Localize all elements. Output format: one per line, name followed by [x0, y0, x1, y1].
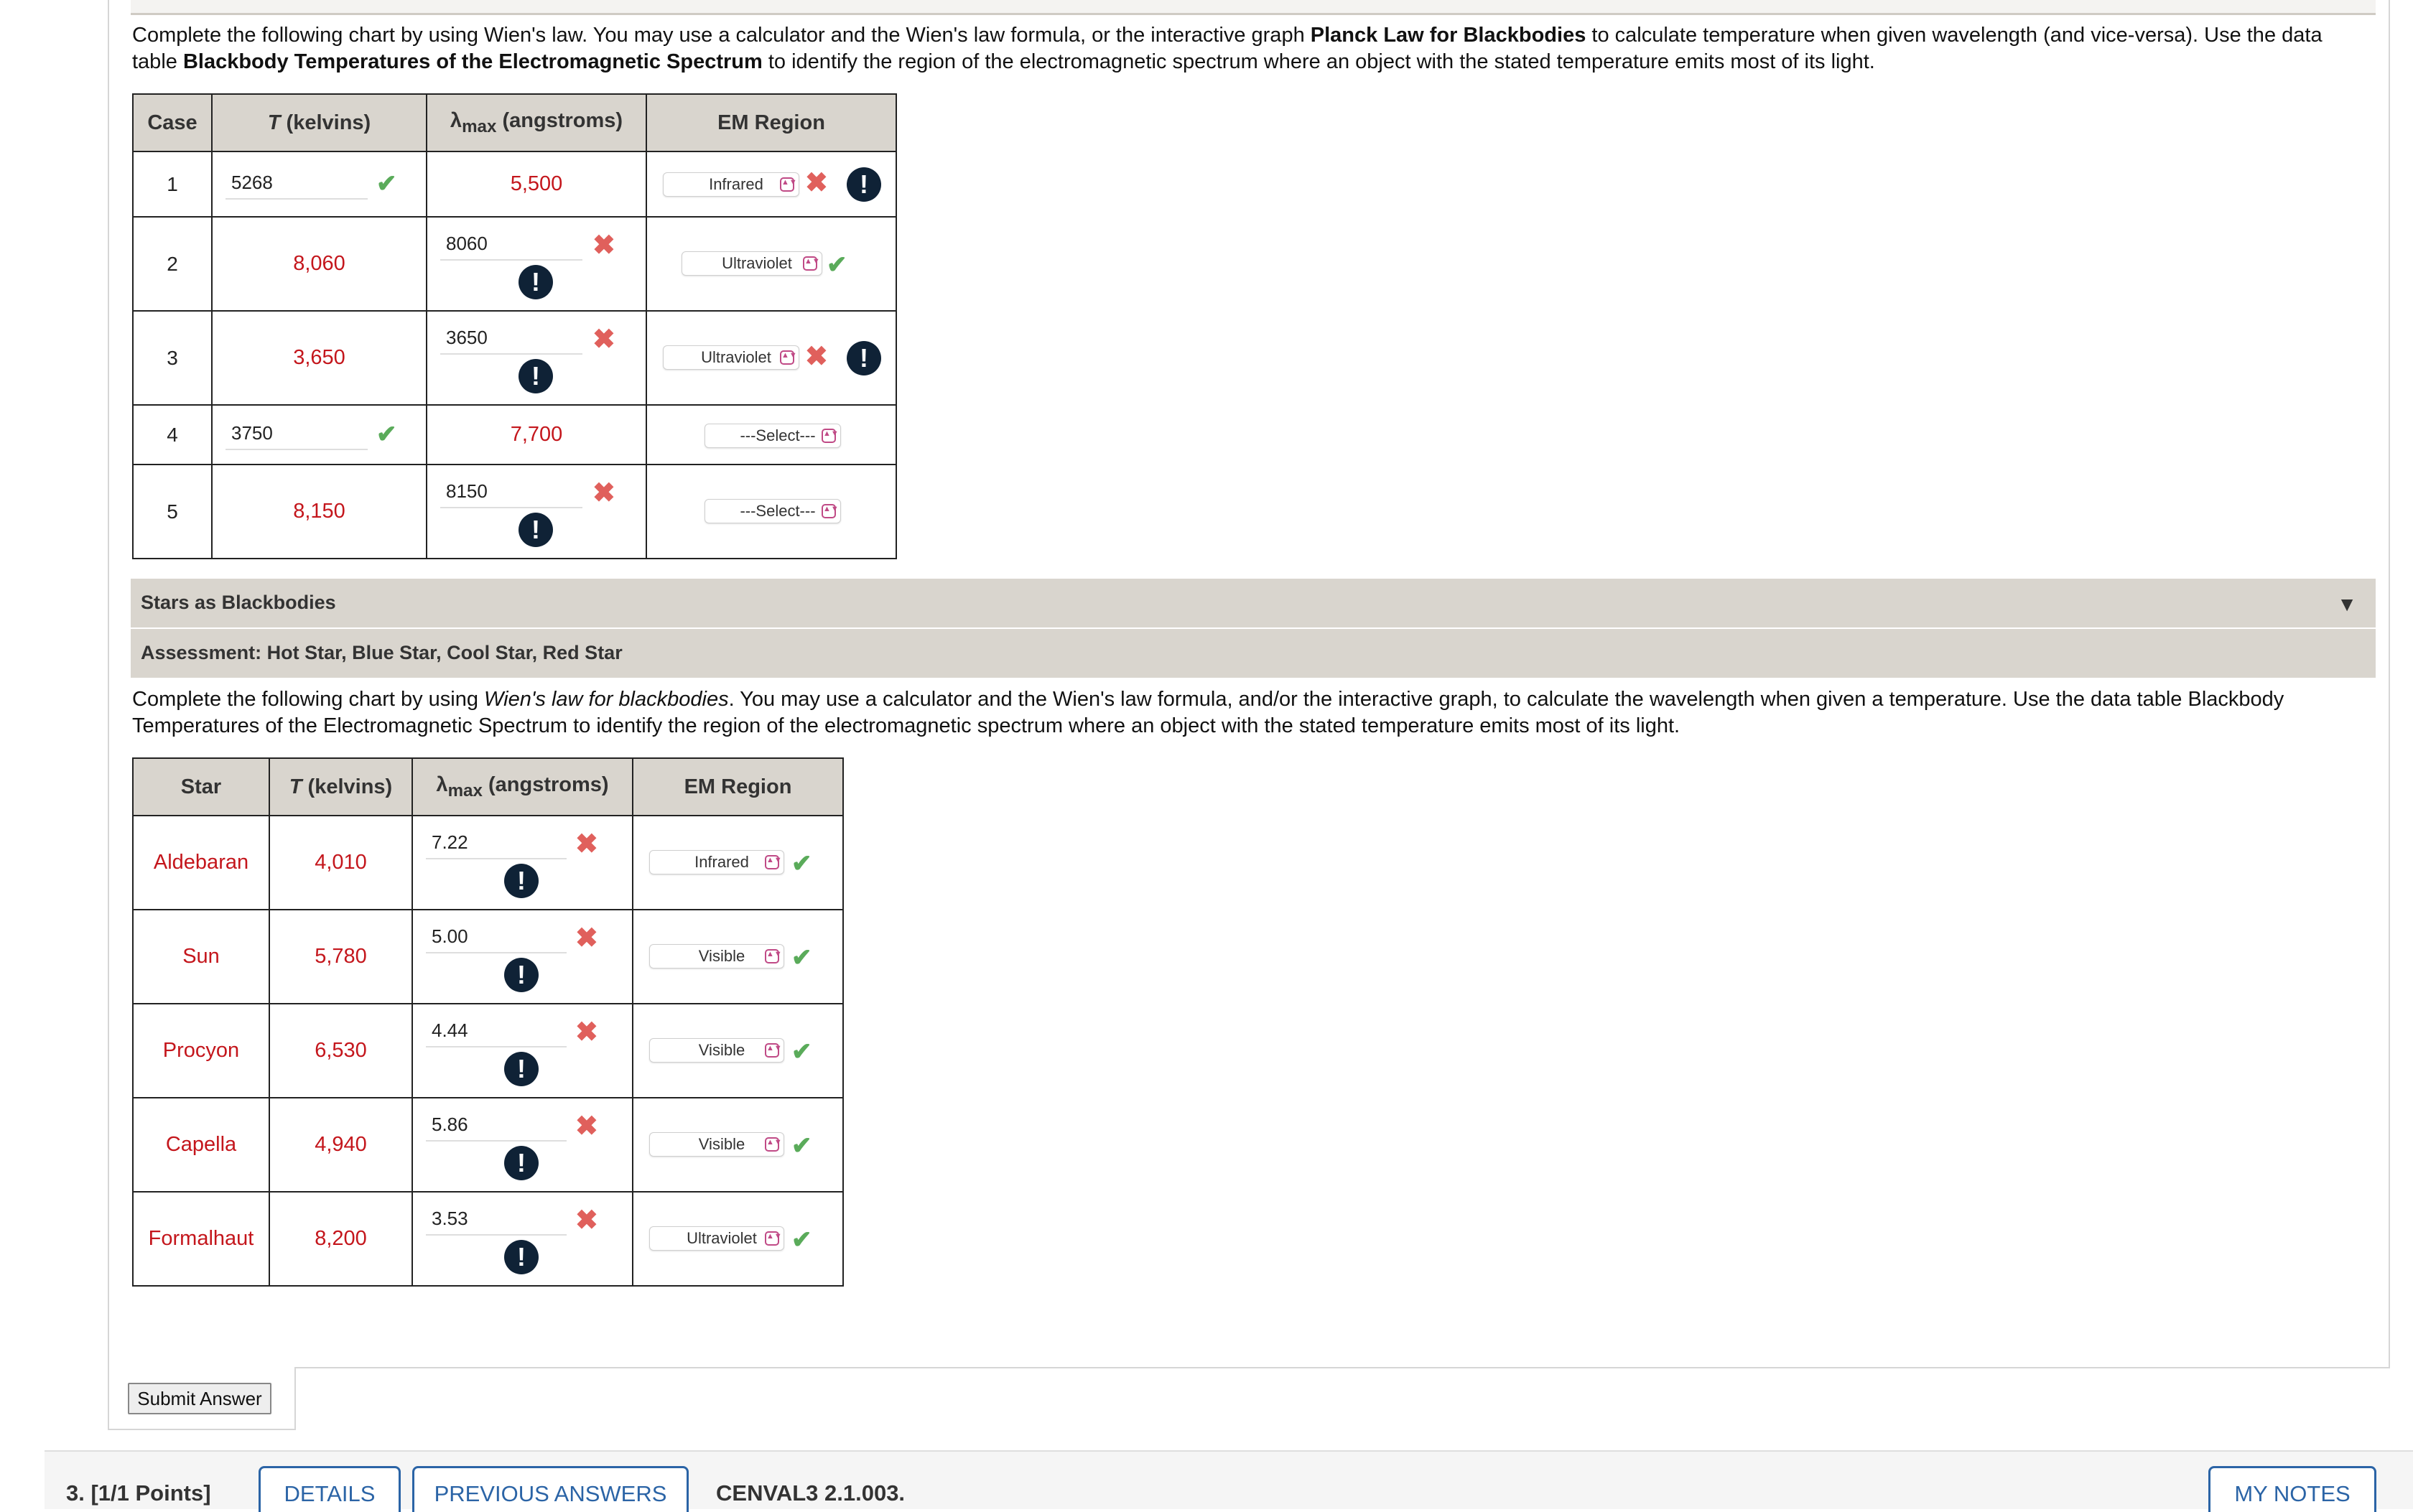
em-region-selected: Ultraviolet	[687, 1229, 757, 1247]
feedback-alert-icon[interactable]: !	[504, 1240, 539, 1274]
correct-check-icon: ✔	[791, 1226, 812, 1254]
lambda-input[interactable]	[440, 475, 582, 508]
lambda-input[interactable]	[440, 228, 582, 261]
lambda-value: 5,500	[427, 151, 646, 217]
lambda-cell	[412, 910, 633, 1004]
incorrect-x-icon: ✖	[575, 1205, 598, 1236]
next-question-header	[45, 1450, 2413, 1509]
stars-table	[132, 757, 844, 1287]
em-region-selected: Visible	[698, 947, 745, 965]
table-row	[133, 151, 896, 217]
feedback-alert-icon[interactable]: !	[847, 167, 881, 202]
incorrect-x-icon: ✖	[575, 923, 598, 953]
em-region-select[interactable]	[649, 944, 784, 969]
lambda-cell	[412, 1004, 633, 1098]
wiens-law-term: Wien's law for blackbodies	[484, 688, 729, 711]
header-temperature	[269, 758, 412, 816]
lambda-unit: (angstroms)	[482, 773, 609, 796]
select-arrows-icon: ▲▼	[780, 177, 794, 192]
em-region-cell	[646, 151, 896, 217]
data-table-name: Blackbody Temperatures of the Electromagnetic Spectrum	[182, 50, 763, 73]
em-region-select[interactable]	[649, 1038, 784, 1063]
feedback-alert-icon[interactable]: !	[519, 359, 553, 393]
select-arrows-icon: ▲▼	[765, 949, 779, 963]
correct-check-icon: ✔	[791, 1132, 812, 1159]
wiens-law-table	[132, 93, 897, 559]
temperature-value: 8,150	[212, 465, 427, 559]
lambda-input[interactable]	[426, 1014, 567, 1047]
lambda-input[interactable]	[426, 920, 567, 953]
em-region-select[interactable]	[649, 1226, 784, 1251]
header-temperature	[212, 94, 427, 151]
header-lambda	[427, 94, 646, 151]
em-region-select[interactable]	[663, 172, 799, 197]
table-row	[133, 1098, 843, 1192]
incorrect-x-icon: ✖	[575, 1017, 598, 1047]
correct-check-icon: ✔	[376, 421, 397, 448]
lambda-cell	[412, 816, 633, 910]
em-region-select[interactable]	[705, 499, 841, 523]
star-name: Sun	[133, 910, 269, 1004]
instructions-text: . You may use a calculator and the Wien's law formula, and/or the interactive graph, to calculate the wavelength when given a temperature. Use the data table Blackbody Temperatures of the Electromagnetic Spectrum to identify the region of the electromagnetic spectrum where an object with the stated temperature emits most of its light.	[132, 688, 2284, 737]
instructions-text: to identify the region of the electromagnetic spectrum where an object with the stated temperature emits most of its light.	[762, 50, 1875, 73]
temperature-value: 4,010	[269, 816, 412, 910]
feedback-alert-icon[interactable]: !	[504, 1052, 539, 1086]
em-region-select[interactable]	[649, 850, 784, 874]
em-region-cell	[646, 405, 896, 465]
incorrect-x-icon: ✖	[805, 168, 828, 198]
em-region-selected: ---Select---	[740, 426, 816, 444]
t-unit: (kelvins)	[302, 775, 393, 798]
lambda-cell	[427, 465, 646, 559]
em-region-selected: Infrared	[694, 853, 749, 871]
star-name: Formalhaut	[133, 1192, 269, 1286]
t-unit: (kelvins)	[280, 111, 371, 134]
select-arrows-icon: ▲▼	[803, 256, 817, 271]
em-region-cell	[633, 1192, 843, 1286]
question-code: CENVAL3 2.1.003.	[716, 1480, 906, 1506]
my-notes-button[interactable]: MY NOTES	[2208, 1466, 2376, 1512]
lambda-input[interactable]	[426, 1109, 567, 1142]
t-symbol: T	[289, 775, 302, 798]
instructions-wiens-law-blackbodies	[132, 686, 2366, 739]
table-row	[133, 465, 896, 559]
lambda-symbol: λ	[436, 773, 448, 796]
incorrect-x-icon: ✖	[575, 1111, 598, 1142]
collapse-toggle-icon[interactable]: ▼	[2337, 593, 2357, 615]
feedback-alert-icon[interactable]: !	[847, 341, 881, 375]
lambda-input[interactable]	[440, 322, 582, 355]
correct-check-icon: ✔	[376, 170, 397, 197]
header-star: Star	[133, 758, 269, 816]
temperature-input[interactable]	[226, 417, 368, 450]
select-arrows-icon: ▲▼	[765, 1043, 779, 1058]
star-name: Aldebaran	[133, 816, 269, 910]
em-region-cell	[633, 1004, 843, 1098]
select-arrows-icon: ▲▼	[822, 429, 836, 443]
incorrect-x-icon: ✖	[592, 478, 615, 508]
lambda-cell	[412, 1098, 633, 1192]
lambda-subscript: max	[462, 116, 497, 136]
instructions-text: Complete the following chart by using Wien's law. You may use a calculator and the Wien's law formula, or the interactive graph	[132, 24, 1311, 47]
temperature-cell	[212, 405, 427, 465]
panel-left-border	[108, 0, 109, 1368]
assessment-title: Assessment: Hot Star, Blue Star, Cool Star, Red Star	[141, 642, 623, 663]
header-case: Case	[133, 94, 212, 151]
feedback-alert-icon[interactable]: !	[519, 513, 553, 547]
header-em-region: EM Region	[633, 758, 843, 816]
correct-check-icon: ✔	[791, 850, 812, 877]
incorrect-x-icon: ✖	[575, 829, 598, 859]
previous-answers-button[interactable]: PREVIOUS ANSWERS	[412, 1466, 689, 1512]
em-region-select[interactable]	[663, 345, 799, 370]
planck-law-link-text: Planck Law for Blackbodies	[1310, 24, 1586, 47]
temperature-input[interactable]	[226, 167, 368, 200]
stars-as-blackbodies-header[interactable]	[131, 579, 2376, 627]
table-row	[133, 405, 896, 465]
table-row	[133, 816, 843, 910]
panel-bottom-border	[293, 1367, 2390, 1368]
em-region-selected: Visible	[698, 1135, 745, 1153]
star-name: Procyon	[133, 1004, 269, 1098]
select-arrows-icon: ▲▼	[765, 1137, 779, 1152]
temperature-value: 4,940	[269, 1098, 412, 1192]
em-region-cell	[633, 1098, 843, 1192]
lambda-symbol: λ	[450, 108, 462, 132]
details-button[interactable]: DETAILS	[259, 1466, 401, 1512]
feedback-alert-icon[interactable]: !	[504, 1146, 539, 1180]
table-row	[133, 217, 896, 311]
em-region-selected: Visible	[698, 1041, 745, 1059]
star-name: Capella	[133, 1098, 269, 1192]
case-number: 5	[133, 465, 212, 559]
question-points-label: 3. [1/1 Points]	[66, 1480, 211, 1506]
correct-check-icon: ✔	[791, 944, 812, 971]
select-arrows-icon: ▲▼	[765, 855, 779, 869]
em-region-cell	[646, 311, 896, 405]
incorrect-x-icon: ✖	[592, 325, 615, 355]
select-arrows-icon: ▲▼	[780, 350, 794, 365]
em-region-selected: Infrared	[709, 175, 763, 193]
instructions-wiens-law	[132, 22, 2366, 75]
case-number: 4	[133, 405, 212, 465]
table-row	[133, 910, 843, 1004]
temperature-value: 3,650	[212, 311, 427, 405]
temperature-value: 6,530	[269, 1004, 412, 1098]
lambda-unit: (angstroms)	[496, 108, 623, 132]
select-arrows-icon: ▲▼	[822, 504, 836, 518]
incorrect-x-icon: ✖	[805, 342, 828, 372]
instructions-text: Complete the following chart by using	[132, 688, 485, 711]
lambda-input[interactable]	[426, 1203, 567, 1236]
temperature-value: 5,780	[269, 910, 412, 1004]
section-title: Stars as Blackbodies	[141, 592, 336, 613]
em-region-selected: ---Select---	[740, 502, 816, 520]
table-row	[133, 311, 896, 405]
case-number: 3	[133, 311, 212, 405]
em-region-select[interactable]	[682, 251, 822, 276]
case-number: 1	[133, 151, 212, 217]
feedback-alert-icon[interactable]: !	[519, 265, 553, 299]
lambda-input[interactable]	[426, 826, 567, 859]
submit-answer-button[interactable]: Submit Answer	[128, 1383, 271, 1414]
temperature-value: 8,200	[269, 1192, 412, 1286]
lambda-cell	[427, 217, 646, 311]
temperature-cell	[212, 151, 427, 217]
panel-right-border	[2389, 0, 2390, 1368]
table-row	[133, 1004, 843, 1098]
temperature-value: 8,060	[212, 217, 427, 311]
em-region-select[interactable]	[705, 424, 841, 448]
em-region-selected: Ultraviolet	[701, 348, 771, 366]
lambda-cell	[427, 311, 646, 405]
lambda-cell	[412, 1192, 633, 1286]
t-symbol: T	[267, 111, 281, 134]
em-region-select[interactable]	[649, 1132, 784, 1157]
table-row	[133, 1192, 843, 1286]
correct-check-icon: ✔	[791, 1038, 812, 1065]
header-lambda	[412, 758, 633, 816]
em-region-cell	[633, 910, 843, 1004]
em-region-selected: Ultraviolet	[722, 254, 792, 272]
incorrect-x-icon: ✖	[592, 230, 615, 261]
lambda-subscript: max	[447, 780, 483, 801]
em-region-cell	[646, 217, 896, 311]
instructions-text: to calculate temperature when given wavelength (and vice-versa). Use the data table	[132, 24, 2323, 73]
em-region-cell	[646, 465, 896, 559]
case-number: 2	[133, 217, 212, 311]
correct-check-icon: ✔	[827, 251, 847, 279]
previous-section-bar	[131, 0, 2376, 15]
header-em-region: EM Region	[646, 94, 896, 151]
feedback-alert-icon[interactable]: !	[504, 958, 539, 992]
assessment-header	[131, 629, 2376, 678]
feedback-alert-icon[interactable]: !	[504, 864, 539, 898]
lambda-value: 7,700	[427, 405, 646, 465]
select-arrows-icon: ▲▼	[765, 1231, 779, 1246]
em-region-cell	[633, 816, 843, 910]
